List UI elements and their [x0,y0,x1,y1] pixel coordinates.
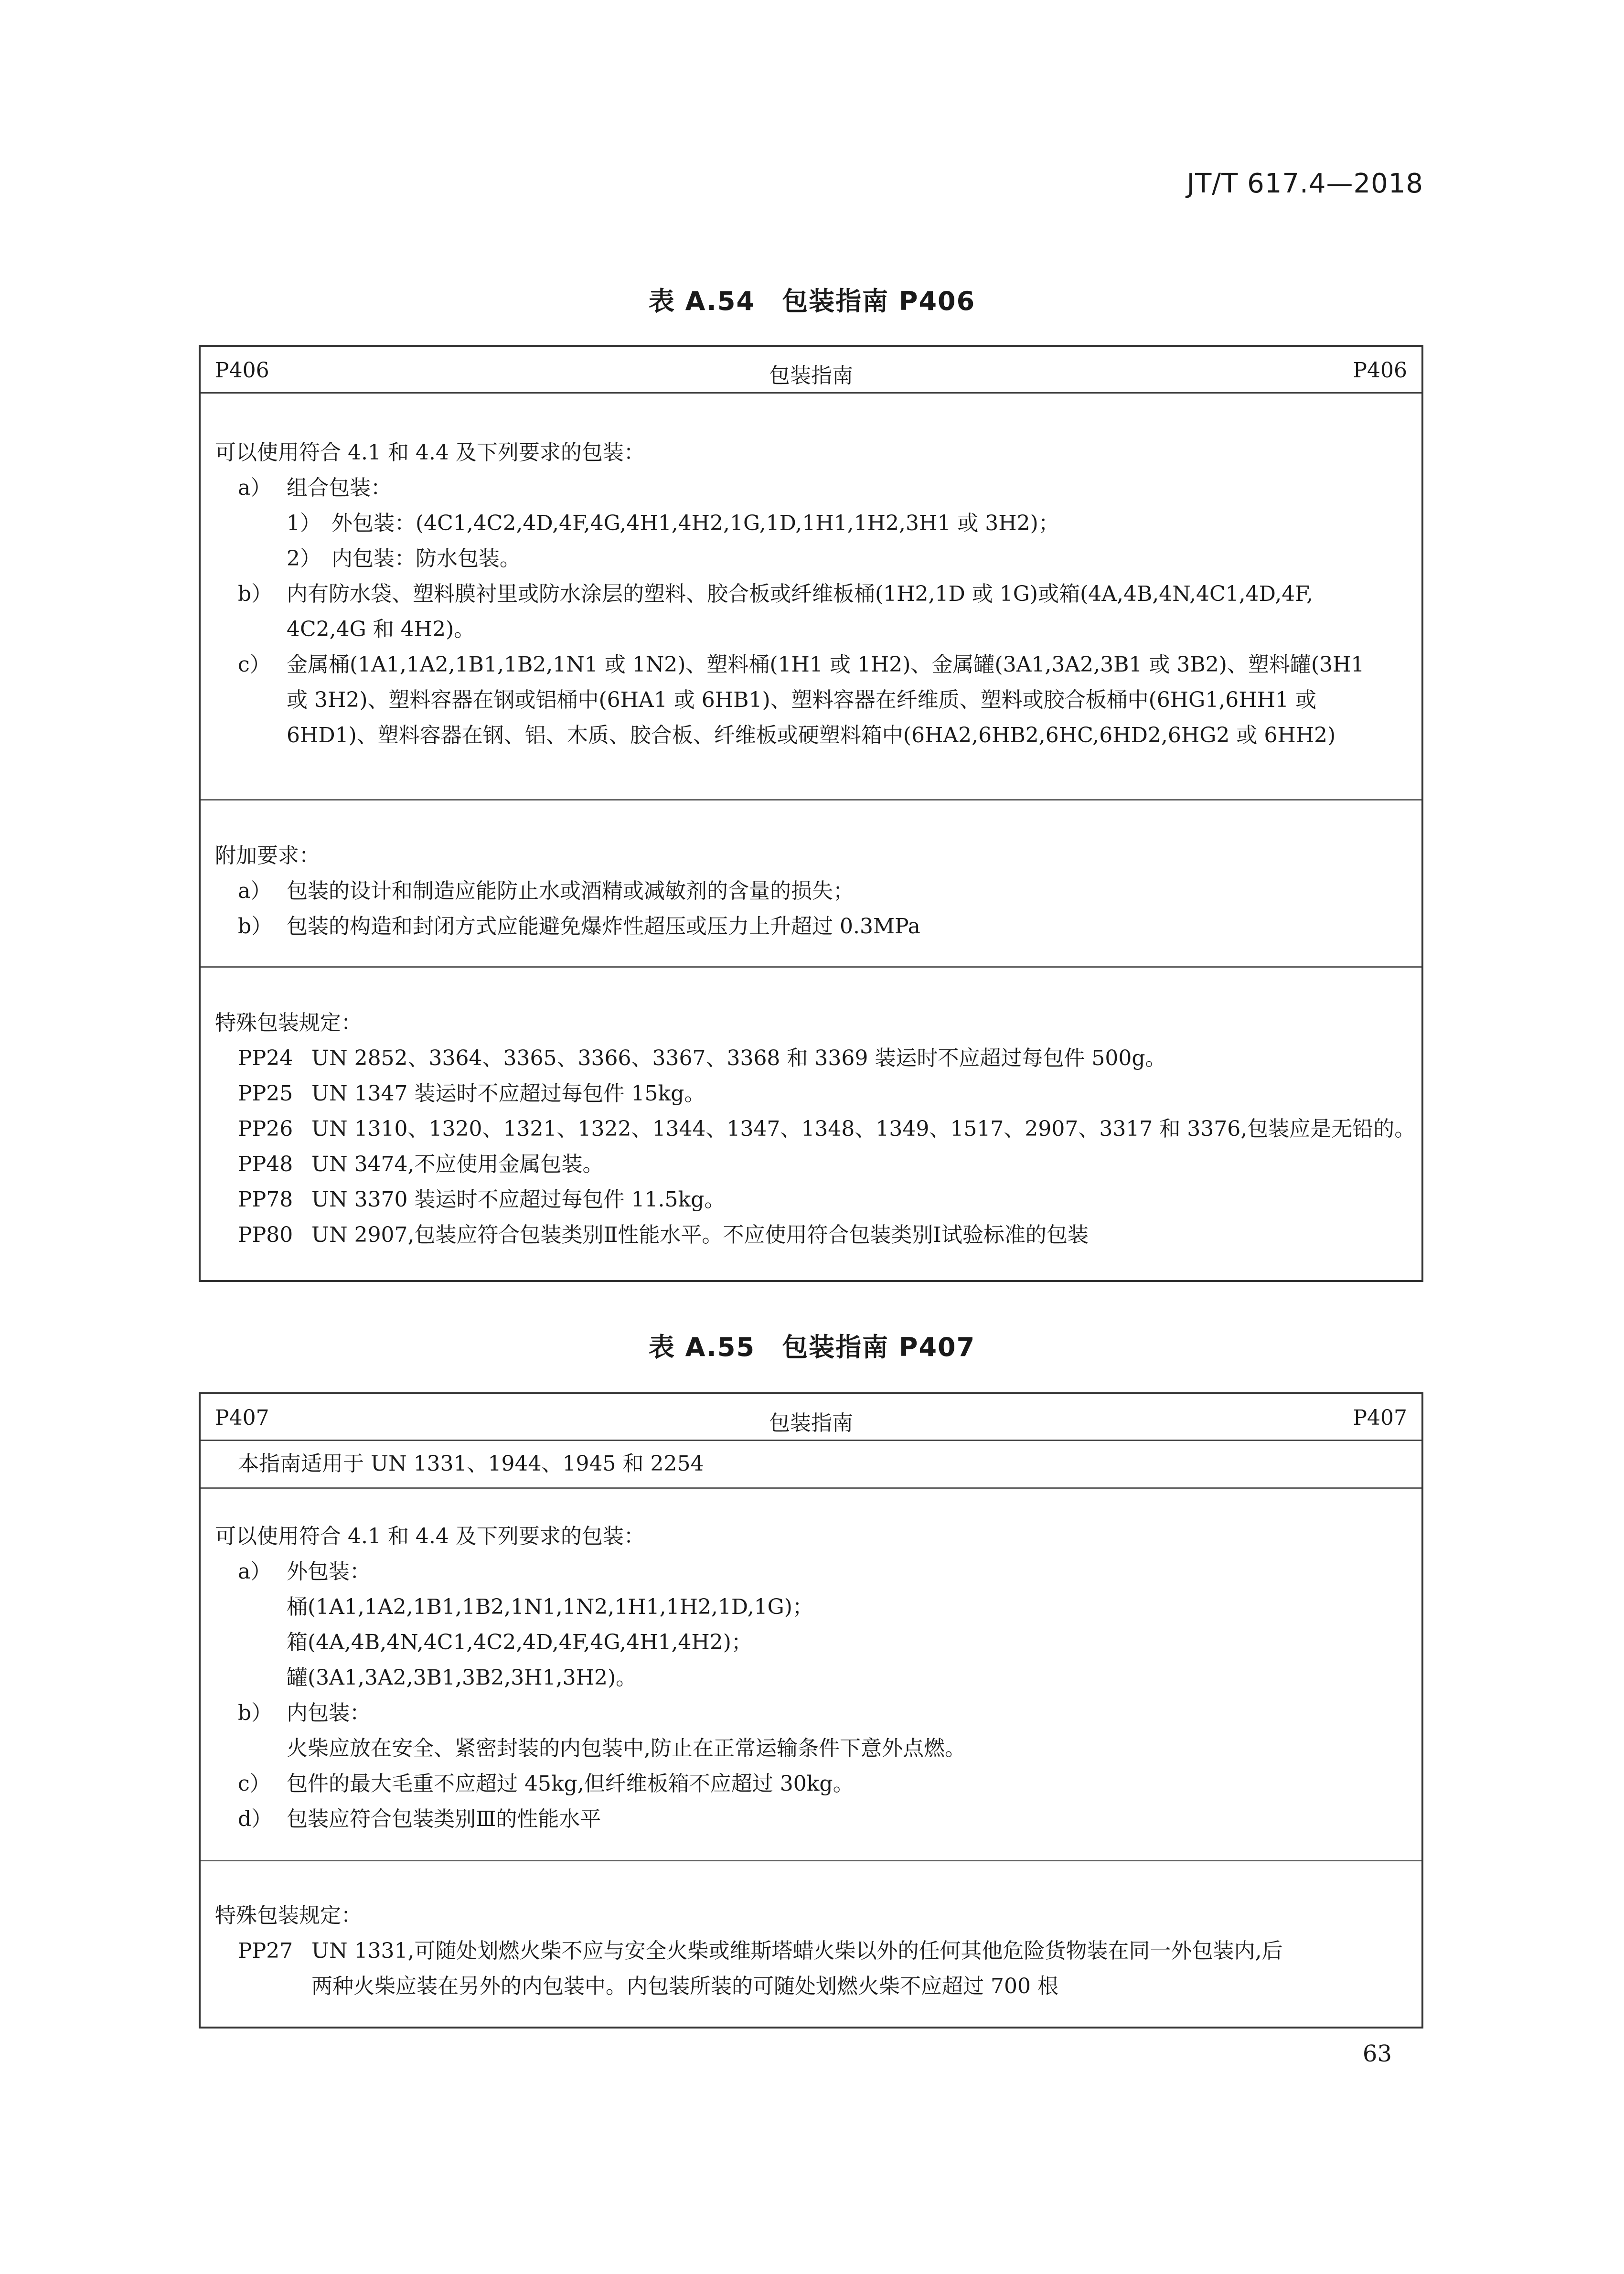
sub-item: 1） 外包装：(4C1,4C2,4D,4F,4G,4H1,4H2,1G,1D,1H1,1H2,3H1 或 3H2)； [287,511,1059,535]
sub-item: 火柴应放在安全、紧密封装的内包装中,防止在正常运输条件下意外点燃。 [287,1736,966,1761]
item-text: 内有防水袋、塑料膜衬里或防水涂层的塑料、胶合板或纤维板桶(1H2,1D 或 1G)或箱(4A,4B,4N,4C1,4D,4F, [287,582,1313,606]
item-label: b） [238,914,273,939]
item-text: 金属桶(1A1,1A2,1B1,1B2,1N1 或 1N2)、塑料桶(1H1 或 1H2)、金属罐(3A1,3A2,3B1 或 3B2)、塑料罐(3H1 [287,652,1365,677]
packaging-section [201,1489,1421,1861]
provision-text: UN 1331,可随处划燃火柴不应与安全火柴或维斯塔蜡火柴以外的任何其他危险货物装在同一外包装内,后 [311,1939,1283,1963]
item-text: 或 3H2)、塑料容器在钢或铝桶中(6HA1 或 6HB1)、塑料容器在纤维质、塑料或胶合板桶中(6HG1,6HH1 或 [287,688,1317,712]
provision-code: PP80 [238,1223,293,1247]
provision-text: UN 3370 装运时不应超过每包件 11.5kg。 [311,1187,726,1212]
sub-item: 2） 内包装：防水包装。 [287,546,521,571]
item-label: a） [238,879,272,903]
item-label: b） [238,582,273,606]
header-code-left: P406 [215,358,269,383]
table-a55-header-row [201,1394,1421,1441]
item-text: 内包装： [287,1701,371,1725]
item-text: 包装的构造和封闭方式应能避免爆炸性超压或压力上升超过 0.3MPa [287,914,920,939]
item-label: a） [238,1559,272,1584]
item-label: d） [238,1807,273,1831]
special-provisions-section [201,968,1421,1281]
header-code-left: P407 [215,1406,269,1430]
item-text: 包件的最大毛重不应超过 45kg,但纤维板箱不应超过 30kg。 [287,1772,854,1796]
item-label: a） [238,476,272,500]
item-label: c） [238,652,271,677]
provision-text: UN 1310、1320、1321、1322、1344、1347、1348、1349、1517、2907、3317 和 3376,包装应是无铅的。 [311,1117,1416,1141]
item-text: 6HD1)、塑料容器在钢、铝、木质、胶合板、纤维板或硬塑料箱中(6HA2,6HB2,6HC,6HD2,6HG2 或 6HH2) [287,723,1336,747]
provision-code: PP78 [238,1187,293,1212]
scope-text: 本指南适用于 UN 1331、1944、1945 和 2254 [238,1452,704,1476]
packaging-section [201,394,1421,801]
additional-requirements-section [201,801,1421,968]
item-label: b） [238,1701,273,1725]
item-text: 外包装： [287,1559,371,1584]
page-number: 63 [1362,2040,1392,2067]
header-title: 包装指南 [769,1411,853,1435]
provision-code: PP25 [238,1081,293,1106]
item-text: 包装的设计和制造应能防止水或酒精或减敏剂的含量的损失； [287,879,854,903]
provision-text: UN 3474,不应使用金属包装。 [311,1152,604,1176]
item-text: 组合包装： [287,476,392,500]
table-a55-title: 表 A.55 包装指南 P407 [648,1332,976,1362]
intro-text: 可以使用符合 4.1 和 4.4 及下列要求的包装： [215,440,645,465]
sub-item: 桶(1A1,1A2,1B1,1B2,1N1,1N2,1H1,1H2,1D,1G)； [287,1595,813,1619]
special-provisions-section [201,1861,1421,2027]
item-text: 包装应符合包装类别Ⅲ的性能水平 [287,1807,601,1831]
section-title: 特殊包装规定： [215,1903,362,1928]
header-code-right: P406 [1353,358,1407,383]
section-title: 附加要求： [215,843,320,868]
header-code-right: P407 [1353,1406,1407,1430]
provision-code: PP27 [238,1939,293,1963]
item-label: c） [238,1772,271,1796]
provision-code: PP24 [238,1046,293,1070]
scope-section [201,1441,1421,1489]
sub-item: 箱(4A,4B,4N,4C1,4C2,4D,4F,4G,4H1,4H2)； [287,1630,752,1655]
provision-text: UN 2852、3364、3365、3366、3367、3368 和 3369 装运时不应超过每包件 500g。 [311,1046,1166,1070]
table-a54 [199,345,1423,1282]
intro-text: 可以使用符合 4.1 和 4.4 及下列要求的包装： [215,1524,645,1548]
header-title: 包装指南 [769,363,853,388]
provision-code: PP48 [238,1152,293,1176]
section-title: 特殊包装规定： [215,1011,362,1035]
standard-code: JT/T 617.4—2018 [1186,168,1423,199]
table-a54-header-row [201,347,1421,394]
item-text: 4C2,4G 和 4H2)。 [287,617,475,641]
provision-text: UN 2907,包装应符合包装类别Ⅱ性能水平。不应使用符合包装类别Ⅰ试验标准的包装 [311,1223,1089,1247]
provision-code: PP26 [238,1117,293,1141]
sub-item: 罐(3A1,3A2,3B1,3B2,3H1,3H2)。 [287,1665,637,1690]
table-a54-title: 表 A.54 包装指南 P406 [648,286,976,316]
provision-text: UN 1347 装运时不应超过每包件 15kg。 [311,1081,705,1106]
provision-text: 两种火柴应装在另外的内包装中。内包装所装的可随处划燃火柴不应超过 700 根 [311,1974,1058,1998]
table-a55 [199,1392,1423,2028]
